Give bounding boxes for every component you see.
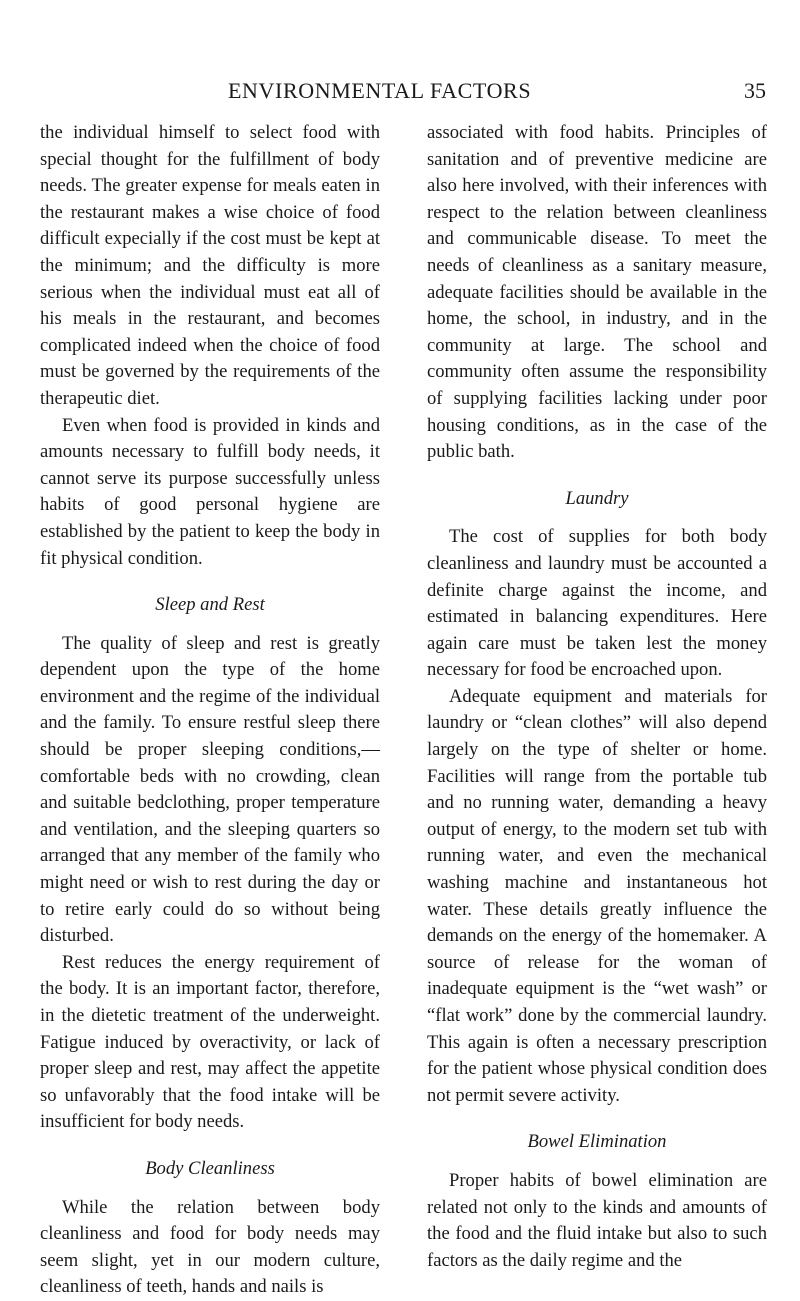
left-column	[40, 120, 380, 1301]
section-heading-laundry: Laundry	[565, 487, 629, 509]
paragraph: Even when food is provided in kinds and amounts necessary to fulfill body needs, it cannot serve its purpose successfully unless habits of good personal hygiene are established by the patient to keep the body in fit physical condition.	[40, 414, 380, 569]
right-column	[427, 120, 767, 1274]
section-heading-body-cleanliness: Body Cleanliness	[145, 1157, 275, 1179]
paragraph: Rest reduces the energy requirement of the body. It is an important factor, therefore, in the dietetic treatment of the underweight. Fatigue induced by overactivity, or lack of proper sleep and rest, may affect the appetite so unfavorably that the food intake will be insufficient for body needs.	[40, 951, 380, 1133]
paragraph: The cost of supplies for both body cleanliness and laundry must be accounted a definite charge against the income, and estimated in balancing expenditures. Here again care must be taken lest the money necessary for food be encroached upon.	[427, 526, 767, 681]
section-heading-bowel-elimination: Bowel Elimination	[527, 1131, 667, 1153]
page-header	[0, 78, 800, 108]
paragraph: the individual himself to select food with special thought for the fulfillment of body needs. The greater expense for meals eaten in the restaurant makes a wise choice of food difficult expecially if the cost must be kept at the minimum; and the difficulty is more serious when the individual must eat all of his meals in the restaurant, and becomes complicated indeed when the choice of food must be governed by the requirements of the therapeutic diet.	[40, 122, 380, 409]
paragraph: While the relation between body cleanliness and food for body needs may seem slight, yet in our modern culture, cleanliness of teeth, hands and nails is	[40, 1196, 380, 1298]
paragraph: The quality of sleep and rest is greatly dependent upon the type of the home environment and the regime of the individual and the family. To ensure restful sleep there should be proper sleeping conditions,—comfortable beds with no crowding, clean and suitable bedclothing, proper temperature and ventilation, and the sleeping quarters so arranged that any member of the family who might need or wish to rest during the day or to retire early could do so without being disturbed.	[40, 632, 380, 947]
paragraph: Adequate equipment and materials for laundry or “clean clothes” will also depend largely on the type of shelter or home. Facilities will range from the portable tub and no running water, demanding a heavy output of energy, to the modern set tub with running water, and even the mechanical washing machine and instantaneous hot water. These details greatly influence the demands on the energy of the homemaker. A source of release for the woman of inadequate equipment is the “wet wash” or “flat work” done by the commercial laundry. This again is often a necessary prescription for the patient whose physical condition does not permit severe activity.	[427, 685, 767, 1106]
paragraph: associated with food habits. Principles of sanitation and of preventive medicine are also here involved, with their inferences with respect to the relation between cleanliness and communicable disease. To meet the needs of cleanliness as a sanitary measure, adequate facilities should be available in the home, the school, in industry, and in the community at large. The school and community often assume the responsibility of supplying facilities lacking under poor housing conditions, as in the case of the public bath.	[427, 122, 767, 463]
paragraph: Proper habits of bowel elimination are related not only to the kinds and amounts of the food and the fluid intake but also to such factors as the daily regime and the	[427, 1169, 767, 1271]
running-head: ENVIRONMENTAL FACTORS	[228, 78, 532, 103]
section-heading-sleep-and-rest: Sleep and Rest	[155, 594, 265, 616]
page-number: 35	[744, 78, 766, 103]
